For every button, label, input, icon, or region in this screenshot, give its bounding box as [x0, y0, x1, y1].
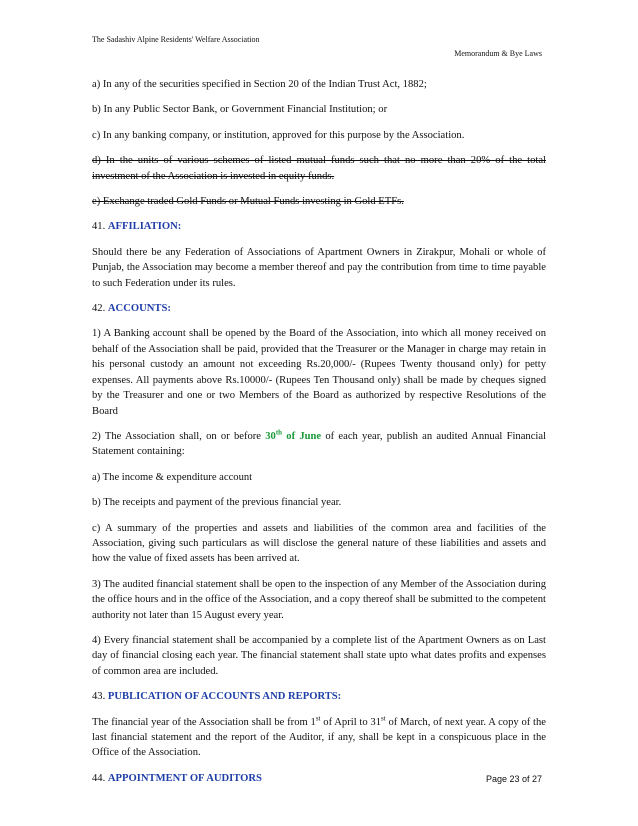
section-43-text [92, 715, 546, 761]
item-b: b) In any Public Sector Bank, or Government Financial Institution; or [92, 104, 388, 116]
page-number: Page 23 of 27 [485, 774, 542, 784]
item-c: c) In any banking company, or institution, approved for this purpose by the Association. [92, 129, 465, 141]
section-42-para-4: 4) Every financial statement shall be accompanied by a complete list of the Apartment Owners as on Last day of financial closing each year. The financial statement shall state upto what dates profits and expenses of common area are included. [92, 634, 546, 677]
section-42-number: 42. [92, 303, 106, 315]
section-42-para-2 [92, 429, 546, 460]
section-43-heading [92, 689, 546, 704]
s43-text-part-2: of April to 31 [323, 716, 382, 728]
section-42-para-3: 3) The audited financial statement shall be open to the inspection of any Member of the Association during the office hours and in the office of the Association, and a copy thereof shall be submitted to the competent authority not later than 15 August every year. [92, 578, 546, 621]
para-2-tail: of each year, publish an audited Annual Financial Statement containing: [92, 430, 547, 458]
section-43-number: 43. [92, 691, 106, 703]
date-day-number: 30 [265, 430, 276, 442]
section-42-para-1: 1) A Banking account shall be opened by the Board of the Association, into which all money received on behalf of the Association shall be paid, provided that the Treasurer or the Manager in charge may retain in his personal custody an amount not exceeding Rs.20,000/- (Rupees Twenty thousand only) for petty expenses. All payments above Rs.10000/- (Rupees Ten Thousand only) shall be made by cheques signed by the Treasurer and one or two Members of the Board as authorized by respective Resolutions of the Board [92, 328, 546, 417]
header-org: The Sadashiv Alpine Residents' Welfare Association [92, 35, 260, 44]
section-42-item-a: a) The income & expenditure account [92, 471, 253, 483]
section-41-heading [92, 219, 546, 234]
s43-text-part-1: The financial year of the Association shall be from 1 [92, 716, 316, 728]
document-body [92, 77, 546, 796]
s43-sup-1: st [315, 714, 321, 723]
s43-text-part-3: of March, of next year. A copy of the last financial statement and the report of the Auditor, if any, shall be kept in a conspicuous place in the Office of the Association. [92, 716, 546, 759]
section-44-number: 44. [92, 772, 106, 784]
item-d-struck: d) In the units of various schemes of listed mutual funds such that no more than 20% of the total investment of the Association is invested in equity funds. [92, 155, 546, 182]
item-e-struck: e) Exchange traded Gold Funds or Mutual Funds investing in Gold ETFs. [92, 196, 404, 208]
section-42-item-b: b) The receipts and payment of the previous financial year. [92, 497, 342, 509]
section-44-heading [92, 771, 546, 786]
date-day [265, 428, 322, 442]
item-a: a) In any of the securities specified in Section 20 of the Indian Trust Act, 1882; [92, 79, 427, 90]
section-42-heading [92, 301, 546, 316]
section-41-title: AFFILIATION: [107, 221, 182, 233]
section-41-number: 41. [92, 221, 106, 233]
section-42-item-c: c) A summary of the properties and assets and liabilities of the common area and facilities of the Association, giving such particulars as will disclose the general nature of these liabilities and assets and how the value of fixed assets has been arrived at. [92, 522, 546, 565]
para-2-lead: 2) The Association shall, on or before [92, 430, 261, 442]
header-doc-title: Memorandum & Bye Laws [454, 49, 542, 58]
section-44-title: APPOINTMENT OF AUDITORS [107, 772, 262, 784]
s43-sup-2: st [381, 714, 386, 723]
section-43-title: PUBLICATION OF ACCOUNTS AND REPORTS: [107, 691, 342, 703]
date-day-suffix: th [275, 428, 283, 437]
section-42-title: ACCOUNTS: [107, 303, 171, 315]
section-41-text: Should there be any Federation of Associations of Apartment Owners in Zirakpur, Mohali or whole of Punjab, the Association may become a member thereof and pay the contribution from time to time payable to such Federation under its rules. [92, 246, 546, 289]
date-month: of June [286, 430, 322, 442]
